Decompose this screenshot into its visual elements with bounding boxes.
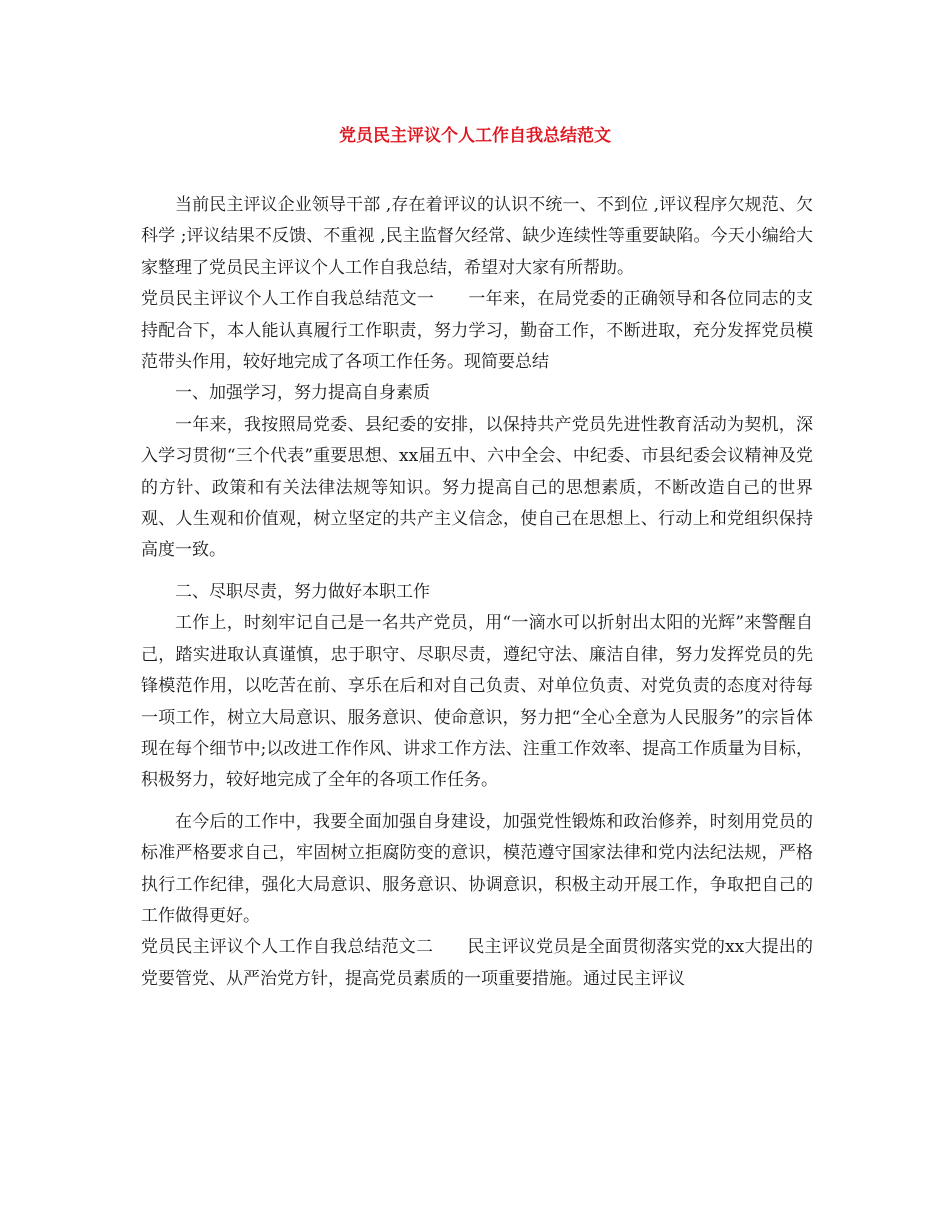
section-heading-two: 党员民主评议个人工作自我总结范文二 xyxy=(141,937,434,958)
duty-paragraph: 工作上，时刻牢记自己是一名共产党员，用“一滴水可以折射出太阳的光辉”来警醒自己，踏实进取认真谨慎，忠于职守、尽职尽责，遵纪守法、廉洁自律，努力发挥党员的先锋模范作用，以吃苦在前、享乐在后和对自己负责、对单位负责、对党负责的态度对待每一项工作，树立大局意识、服务意识、使命意识，努力把“全心全意为人民服务”的宗旨体现在每个细节中;以改进工作作风、讲求工作方法、注重工作效率、提高工作质量为目标，积极努力，较好地完成了全年的各项工作任务。 xyxy=(141,613,813,791)
document-title: 党员民主评议个人工作自我总结范文 xyxy=(339,126,611,146)
section-one-opening: 一年来，在局党委的正确领导和各位同志的支持配合下，本人能认真履行工作职责，努力学习，勤奋工作，不断进取，充分发挥党员模范带头作用，较好地完成了各项工作任务。现简要总结 xyxy=(141,289,814,373)
subheading-study: 一、加强学习，努力提高自身素质 xyxy=(175,383,430,404)
study-paragraph: 一年来，我按照局党委、县纪委的安排，以保持共产党员先进性教育活动为契机，深入学习贯彻“三个代表”重要思想、xx届五中、六中全会、中纪委、市县纪委会议精神及党的方针、政策和有关法律法规等知识。努力提高自己的思想素质，不断改造自己的世界观、人生观和价值观，树立坚定的共产主义信念，使自己在思想上、行动上和党组织保持高度一致。 xyxy=(141,414,813,561)
section-two-paragraph xyxy=(141,932,813,995)
document-body xyxy=(141,190,813,995)
subheading-duty: 二、尽职尽责，努力做好本职工作 xyxy=(175,581,430,602)
section-one-paragraph xyxy=(141,284,813,378)
section-two-opening: 民主评议党员是全面贯彻落实党的xx大提出的党要管党、从严治党方针，提高党员素质的一项重要措施。通过民主评议 xyxy=(141,937,813,989)
intro-paragraph: 当前民主评议企业领导干部 ,存在着评议的认识不统一、不到位 ,评议程序欠规范、欠科学 ;评议结果不反馈、不重视 ,民主监督欠经常、缺少连续性等重要缺陷。今天小编给大家整理了党员民主评议个人工作自我总结，希望对大家有所帮助。 xyxy=(141,195,813,278)
future-paragraph: 在今后的工作中，我要全面加强自身建设，加强党性锻炼和政治修养，时刻用党员的标准严格要求自己，牢固树立拒腐防变的意识，模范遵守国家法律和党内法纪法规，严格执行工作纪律，强化大局意识、服务意识、协调意识，积极主动开展工作，争取把自己的工作做得更好。 xyxy=(141,811,813,926)
section-heading-one: 党员民主评议个人工作自我总结范文一 xyxy=(141,289,435,310)
